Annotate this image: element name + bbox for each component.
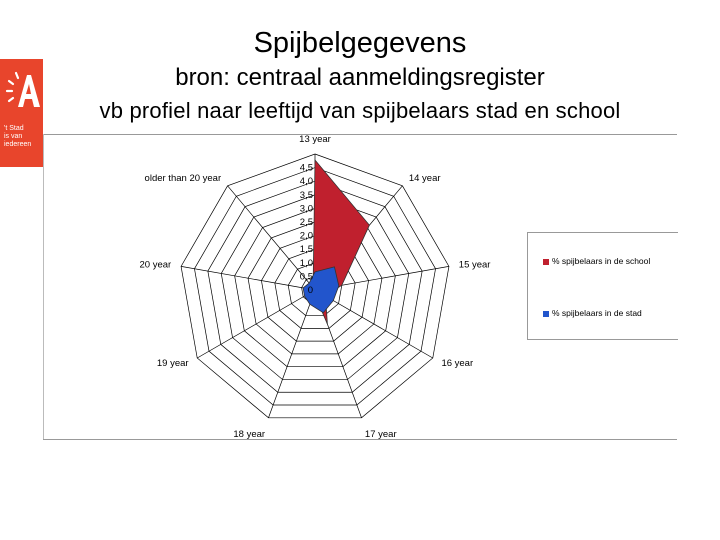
tick-label: 3,0: [299, 203, 313, 215]
tick-label: 4,5: [299, 162, 313, 174]
category-label: 17 year: [364, 429, 397, 441]
legend-label-school: % spijbelaars in de school: [552, 256, 651, 266]
chart-legend: [527, 232, 678, 340]
legend-label-stad: % spijbelaars in de stad: [552, 308, 642, 318]
category-label: 14 year: [408, 173, 441, 185]
radar-series: [303, 160, 369, 324]
tick-label: 1,5: [299, 244, 313, 256]
legend-item-stad: [543, 308, 642, 318]
tick-label: 4,0: [299, 176, 313, 188]
slide-subtitle-2: vb profiel naar leeftijd van spijbelaars stad en school: [99, 98, 621, 123]
tick-label: 2,5: [299, 217, 313, 228]
grid-spoke-6: [197, 290, 315, 358]
tick-label: 0: [307, 285, 313, 296]
tick-label: 3,5: [299, 189, 313, 201]
category-label: 19 year: [156, 358, 189, 369]
legend-item-school: [543, 256, 650, 266]
tick-label: 1,0: [299, 257, 313, 269]
category-label: 18 year: [233, 429, 266, 441]
category-label: 13 year: [299, 134, 331, 145]
tick-label: 2,0: [299, 230, 313, 242]
tick-label: 0,5: [299, 271, 313, 283]
legend-swatch-school: [543, 259, 549, 265]
category-label: 15 year: [458, 259, 491, 271]
category-label: 16 year: [441, 358, 474, 369]
slide-title: Spijbelgegevens: [253, 27, 467, 59]
grid-spoke-7: [181, 266, 315, 290]
slide-subtitle: bron: centraal aanmeldingsregister: [175, 64, 545, 91]
category-label: 20 year: [139, 259, 172, 271]
category-label: older than 20 year: [144, 173, 222, 185]
radar-tick-labels: [300, 163, 313, 296]
logo-tagline: 't Stad is van iedereen: [4, 125, 32, 148]
legend-swatch-stad: [543, 311, 549, 317]
